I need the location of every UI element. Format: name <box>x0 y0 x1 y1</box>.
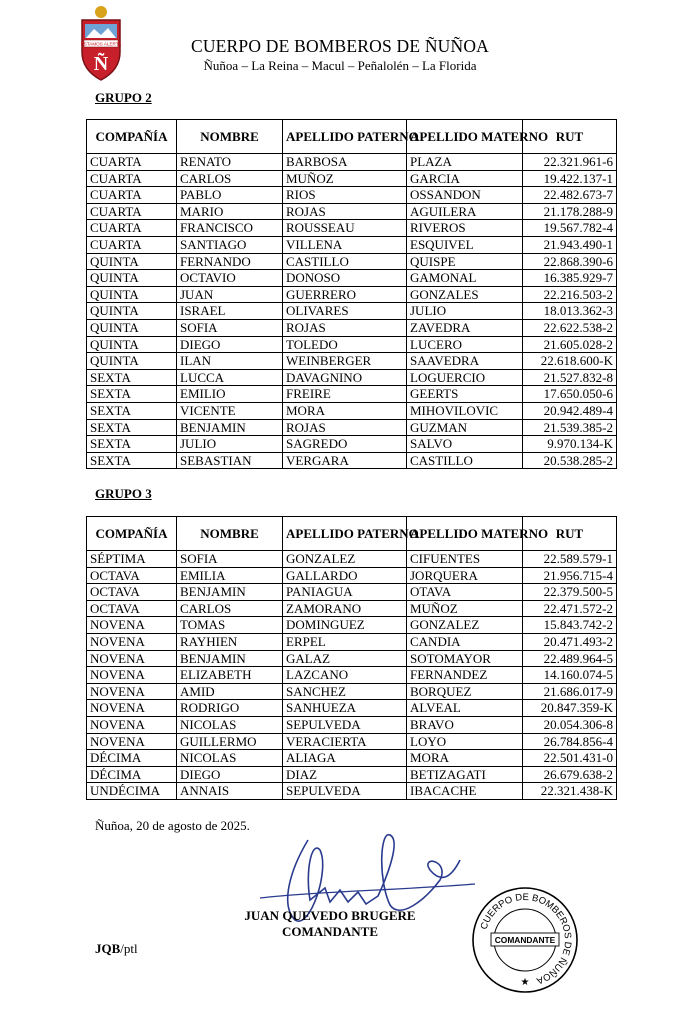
compania-cell: NOVENA <box>87 617 177 634</box>
col-header-compania: COMPAÑÍA <box>87 517 177 551</box>
group-2-header-row <box>87 120 617 154</box>
apellido-materno-cell: MORA <box>407 750 523 767</box>
nombre-cell: DIEGO <box>177 766 283 783</box>
nombre-cell: JULIO <box>177 436 283 453</box>
apellido-materno-cell: MUÑOZ <box>407 600 523 617</box>
group-3-label: GRUPO 3 <box>95 486 152 501</box>
apellido-materno-cell: LOGUERCIO <box>407 369 523 386</box>
group-3-table-row <box>87 700 617 717</box>
apellido-materno-cell: ALVEAL <box>407 700 523 717</box>
signer-name: JUAN QUEVEDO BRUGERE <box>244 908 416 923</box>
apellido-paterno-cell: BARBOSA <box>283 154 407 171</box>
logo-banner-text: ESTAMOS ALERTA <box>80 41 122 47</box>
compania-cell: SEXTA <box>87 402 177 419</box>
col-header-nombre: NOMBRE <box>177 517 283 551</box>
group-2-table-row <box>87 419 617 436</box>
apellido-paterno-cell: FREIRE <box>283 386 407 403</box>
group-2-table-row <box>87 452 617 469</box>
group-3-table-row <box>87 600 617 617</box>
rut-cell: 16.385.929-7 <box>523 270 617 287</box>
apellido-materno-cell: SAAVEDRA <box>407 353 523 370</box>
compania-cell: QUINTA <box>87 286 177 303</box>
rut-cell: 21.605.028-2 <box>523 336 617 353</box>
rut-cell: 20.054.306-8 <box>523 716 617 733</box>
apellido-materno-cell: IBACACHE <box>407 783 523 800</box>
apellido-materno-cell: OTAVA <box>407 584 523 601</box>
apellido-paterno-cell: SEPULVEDA <box>283 716 407 733</box>
nombre-cell: BENJAMIN <box>177 419 283 436</box>
logo-letter: Ñ <box>93 53 109 75</box>
rut-cell: 15.843.742-2 <box>523 617 617 634</box>
nombre-cell: NICOLAS <box>177 750 283 767</box>
group-2-table-row <box>87 253 617 270</box>
apellido-materno-cell: PLAZA <box>407 154 523 171</box>
initials-bold: JQB <box>95 941 121 956</box>
apellido-paterno-cell: PANIAGUA <box>283 584 407 601</box>
stamp-ring-text: CUERPO DE BOMBEROS DE ÑUÑOA <box>478 891 574 987</box>
rut-cell: 21.686.017-9 <box>523 683 617 700</box>
compania-cell: SEXTA <box>87 452 177 469</box>
apellido-paterno-cell: SANHUEZA <box>283 700 407 717</box>
group-3-table-row <box>87 766 617 783</box>
rut-cell: 22.868.390-6 <box>523 253 617 270</box>
apellido-paterno-cell: ERPEL <box>283 633 407 650</box>
nombre-cell: GUILLERMO <box>177 733 283 750</box>
reference-initials <box>95 941 138 957</box>
apellido-materno-cell: OSSANDON <box>407 187 523 204</box>
compania-cell: CUARTA <box>87 154 177 171</box>
rut-cell: 20.471.493-2 <box>523 633 617 650</box>
rut-cell: 22.216.503-2 <box>523 286 617 303</box>
nombre-cell: FERNANDO <box>177 253 283 270</box>
group-2-table-row <box>87 170 617 187</box>
rut-cell: 21.956.715-4 <box>523 567 617 584</box>
svg-text:★: ★ <box>520 977 530 988</box>
stamp-center-text: COMANDANTE <box>494 935 556 945</box>
rut-cell: 22.321.438-K <box>523 783 617 800</box>
nombre-cell: RENATO <box>177 154 283 171</box>
apellido-materno-cell: CASTILLO <box>407 452 523 469</box>
apellido-materno-cell: RIVEROS <box>407 220 523 237</box>
compania-cell: NOVENA <box>87 667 177 684</box>
apellido-materno-cell: SOTOMAYOR <box>407 650 523 667</box>
nombre-cell: SOFIA <box>177 551 283 568</box>
rut-cell: 26.679.638-2 <box>523 766 617 783</box>
rut-cell: 21.539.385-2 <box>523 419 617 436</box>
rut-cell: 21.943.490-1 <box>523 236 617 253</box>
compania-cell: OCTAVA <box>87 567 177 584</box>
rut-cell: 18.013.362-3 <box>523 303 617 320</box>
col-header-compania: COMPAÑÍA <box>87 120 177 154</box>
apellido-materno-cell: GONZALES <box>407 286 523 303</box>
compania-cell: NOVENA <box>87 650 177 667</box>
apellido-paterno-cell: VERGARA <box>283 452 407 469</box>
group-3-table-row <box>87 667 617 684</box>
nombre-cell: OCTAVIO <box>177 270 283 287</box>
apellido-paterno-cell: TOLEDO <box>283 336 407 353</box>
nombre-cell: LUCCA <box>177 369 283 386</box>
compania-cell: SEXTA <box>87 369 177 386</box>
apellido-materno-cell: ZAVEDRA <box>407 319 523 336</box>
nombre-cell: TOMAS <box>177 617 283 634</box>
apellido-materno-cell: JULIO <box>407 303 523 320</box>
group-2-table-row <box>87 436 617 453</box>
nombre-cell: ANNAIS <box>177 783 283 800</box>
apellido-materno-cell: JORQUERA <box>407 567 523 584</box>
official-stamp <box>470 885 580 995</box>
nombre-cell: CARLOS <box>177 170 283 187</box>
compania-cell: NOVENA <box>87 683 177 700</box>
rut-cell: 26.784.856-4 <box>523 733 617 750</box>
rut-cell: 21.527.832-8 <box>523 369 617 386</box>
apellido-paterno-cell: ROUSSEAU <box>283 220 407 237</box>
group-2-table-row <box>87 220 617 237</box>
group-2-table-row <box>87 154 617 171</box>
date-line: Ñuñoa, 20 de agosto de 2025. <box>95 818 250 833</box>
compania-cell: NOVENA <box>87 700 177 717</box>
compania-cell: CUARTA <box>87 187 177 204</box>
group-3-table-row <box>87 567 617 584</box>
apellido-materno-cell: QUISPE <box>407 253 523 270</box>
group-2-table-row <box>87 187 617 204</box>
apellido-paterno-cell: DAVAGNINO <box>283 369 407 386</box>
compania-cell: QUINTA <box>87 253 177 270</box>
apellido-paterno-cell: ROJAS <box>283 319 407 336</box>
group-2-table-row <box>87 353 617 370</box>
compania-cell: QUINTA <box>87 319 177 336</box>
nombre-cell: DIEGO <box>177 336 283 353</box>
apellido-paterno-cell: MORA <box>283 402 407 419</box>
compania-cell: OCTAVA <box>87 600 177 617</box>
group-2-table-row <box>87 203 617 220</box>
apellido-materno-cell: CANDIA <box>407 633 523 650</box>
apellido-paterno-cell: RIOS <box>283 187 407 204</box>
group-3-table <box>86 516 617 800</box>
apellido-paterno-cell: DOMINGUEZ <box>283 617 407 634</box>
rut-cell: 17.650.050-6 <box>523 386 617 403</box>
apellido-paterno-cell: GONZALEZ <box>283 551 407 568</box>
apellido-materno-cell: GONZALEZ <box>407 617 523 634</box>
compania-cell: CUARTA <box>87 220 177 237</box>
apellido-paterno-cell: SAGREDO <box>283 436 407 453</box>
rut-cell: 22.622.538-2 <box>523 319 617 336</box>
rut-cell: 22.501.431-0 <box>523 750 617 767</box>
compania-cell: SÉPTIMA <box>87 551 177 568</box>
group-2-table-row <box>87 319 617 336</box>
nombre-cell: ILAN <box>177 353 283 370</box>
rut-cell: 20.942.489-4 <box>523 402 617 419</box>
nombre-cell: ISRAEL <box>177 303 283 320</box>
group-2-table <box>86 119 617 469</box>
rut-cell: 22.589.579-1 <box>523 551 617 568</box>
group-3-table-row <box>87 750 617 767</box>
apellido-paterno-cell: ALIAGA <box>283 750 407 767</box>
compania-cell: NOVENA <box>87 633 177 650</box>
apellido-materno-cell: LOYO <box>407 733 523 750</box>
group-2-table-row <box>87 386 617 403</box>
compania-cell: CUARTA <box>87 170 177 187</box>
compania-cell: CUARTA <box>87 203 177 220</box>
nombre-cell: RAYHIEN <box>177 633 283 650</box>
nombre-cell: NICOLAS <box>177 716 283 733</box>
rut-cell: 22.482.673-7 <box>523 187 617 204</box>
rut-cell: 22.489.964-5 <box>523 650 617 667</box>
apellido-materno-cell: CIFUENTES <box>407 551 523 568</box>
apellido-paterno-cell: ROJAS <box>283 419 407 436</box>
col-header-apellido-paterno: APELLIDO PATERNO <box>283 120 407 154</box>
compania-cell: NOVENA <box>87 733 177 750</box>
group-3-table-row <box>87 584 617 601</box>
signer-title: COMANDANTE <box>281 924 379 939</box>
apellido-paterno-cell: DONOSO <box>283 270 407 287</box>
group-3-table-row <box>87 683 617 700</box>
page-subtitle: Ñuñoa – La Reina – Macul – Peñalolén – La Florida <box>203 58 477 73</box>
group-2-table-row <box>87 236 617 253</box>
nombre-cell: SOFIA <box>177 319 283 336</box>
group-2-table-row <box>87 336 617 353</box>
apellido-materno-cell: FERNANDEZ <box>407 667 523 684</box>
compania-cell: SEXTA <box>87 436 177 453</box>
nombre-cell: CARLOS <box>177 600 283 617</box>
nombre-cell: SEBASTIAN <box>177 452 283 469</box>
group-2-table-row <box>87 286 617 303</box>
col-header-apellido-materno: APELLIDO MATERNO <box>407 120 523 154</box>
apellido-materno-cell: MIHOVILOVIC <box>407 402 523 419</box>
apellido-paterno-cell: GALLARDO <box>283 567 407 584</box>
apellido-paterno-cell: VILLENA <box>283 236 407 253</box>
compania-cell: DÉCIMA <box>87 750 177 767</box>
apellido-materno-cell: SALVO <box>407 436 523 453</box>
compania-cell: SEXTA <box>87 419 177 436</box>
apellido-materno-cell: ESQUIVEL <box>407 236 523 253</box>
nombre-cell: RODRIGO <box>177 700 283 717</box>
group-2-table-row <box>87 369 617 386</box>
apellido-materno-cell: BETIZAGATI <box>407 766 523 783</box>
apellido-paterno-cell: OLIVARES <box>283 303 407 320</box>
apellido-paterno-cell: LAZCANO <box>283 667 407 684</box>
apellido-paterno-cell: ROJAS <box>283 203 407 220</box>
apellido-materno-cell: GAMONAL <box>407 270 523 287</box>
nombre-cell: AMID <box>177 683 283 700</box>
compania-cell: NOVENA <box>87 716 177 733</box>
rut-cell: 20.538.285-2 <box>523 452 617 469</box>
col-header-rut: RUT <box>523 120 617 154</box>
group-3-table-row <box>87 617 617 634</box>
nombre-cell: FRANCISCO <box>177 220 283 237</box>
group-3-table-row <box>87 633 617 650</box>
apellido-paterno-cell: GALAZ <box>283 650 407 667</box>
compania-cell: SEXTA <box>87 386 177 403</box>
group-3-table-row <box>87 716 617 733</box>
compania-cell: QUINTA <box>87 270 177 287</box>
rut-cell: 20.847.359-K <box>523 700 617 717</box>
apellido-paterno-cell: CASTILLO <box>283 253 407 270</box>
group-3-table-row <box>87 551 617 568</box>
nombre-cell: BENJAMIN <box>177 584 283 601</box>
apellido-materno-cell: AGUILERA <box>407 203 523 220</box>
nombre-cell: SANTIAGO <box>177 236 283 253</box>
rut-cell: 19.567.782-4 <box>523 220 617 237</box>
apellido-paterno-cell: MUÑOZ <box>283 170 407 187</box>
apellido-materno-cell: GUZMAN <box>407 419 523 436</box>
compania-cell: CUARTA <box>87 236 177 253</box>
group-3-table-row <box>87 650 617 667</box>
apellido-paterno-cell: SANCHEZ <box>283 683 407 700</box>
rut-cell: 22.618.600-K <box>523 353 617 370</box>
rut-cell: 22.471.572-2 <box>523 600 617 617</box>
nombre-cell: MARIO <box>177 203 283 220</box>
col-header-nombre: NOMBRE <box>177 120 283 154</box>
compania-cell: DÉCIMA <box>87 766 177 783</box>
apellido-paterno-cell: WEINBERGER <box>283 353 407 370</box>
group-2-table-row <box>87 270 617 287</box>
initials-rest: /ptl <box>120 941 138 956</box>
group-3-header-row <box>87 517 617 551</box>
rut-cell: 14.160.074-5 <box>523 667 617 684</box>
nombre-cell: ELIZABETH <box>177 667 283 684</box>
compania-cell: QUINTA <box>87 303 177 320</box>
group-2-label: GRUPO 2 <box>95 90 152 105</box>
apellido-materno-cell: BRAVO <box>407 716 523 733</box>
rut-cell: 9.970.134-K <box>523 436 617 453</box>
apellido-paterno-cell: SEPULVEDA <box>283 783 407 800</box>
nombre-cell: PABLO <box>177 187 283 204</box>
group-3-table-row <box>87 783 617 800</box>
nombre-cell: EMILIA <box>177 567 283 584</box>
col-header-apellido-paterno: APELLIDO PATERNO <box>283 517 407 551</box>
fire-department-logo <box>72 2 130 82</box>
nombre-cell: JUAN <box>177 286 283 303</box>
nombre-cell: VICENTE <box>177 402 283 419</box>
page-title: CUERPO DE BOMBEROS DE ÑUÑOA <box>190 36 490 56</box>
group-2-table-row <box>87 402 617 419</box>
compania-cell: UNDÉCIMA <box>87 783 177 800</box>
apellido-materno-cell: LUCERO <box>407 336 523 353</box>
rut-cell: 22.321.961-6 <box>523 154 617 171</box>
rut-cell: 22.379.500-5 <box>523 584 617 601</box>
apellido-materno-cell: GEERTS <box>407 386 523 403</box>
nombre-cell: EMILIO <box>177 386 283 403</box>
rut-cell: 21.178.288-9 <box>523 203 617 220</box>
compania-cell: QUINTA <box>87 353 177 370</box>
compania-cell: QUINTA <box>87 336 177 353</box>
group-3-table-row <box>87 733 617 750</box>
group-2-table-row <box>87 303 617 320</box>
apellido-paterno-cell: ZAMORANO <box>283 600 407 617</box>
rut-cell: 19.422.137-1 <box>523 170 617 187</box>
apellido-materno-cell: BORQUEZ <box>407 683 523 700</box>
apellido-paterno-cell: GUERRERO <box>283 286 407 303</box>
apellido-paterno-cell: DIAZ <box>283 766 407 783</box>
col-header-rut: RUT <box>523 517 617 551</box>
compania-cell: OCTAVA <box>87 584 177 601</box>
apellido-materno-cell: GARCIA <box>407 170 523 187</box>
col-header-apellido-materno: APELLIDO MATERNO <box>407 517 523 551</box>
nombre-cell: BENJAMIN <box>177 650 283 667</box>
apellido-paterno-cell: VERACIERTA <box>283 733 407 750</box>
